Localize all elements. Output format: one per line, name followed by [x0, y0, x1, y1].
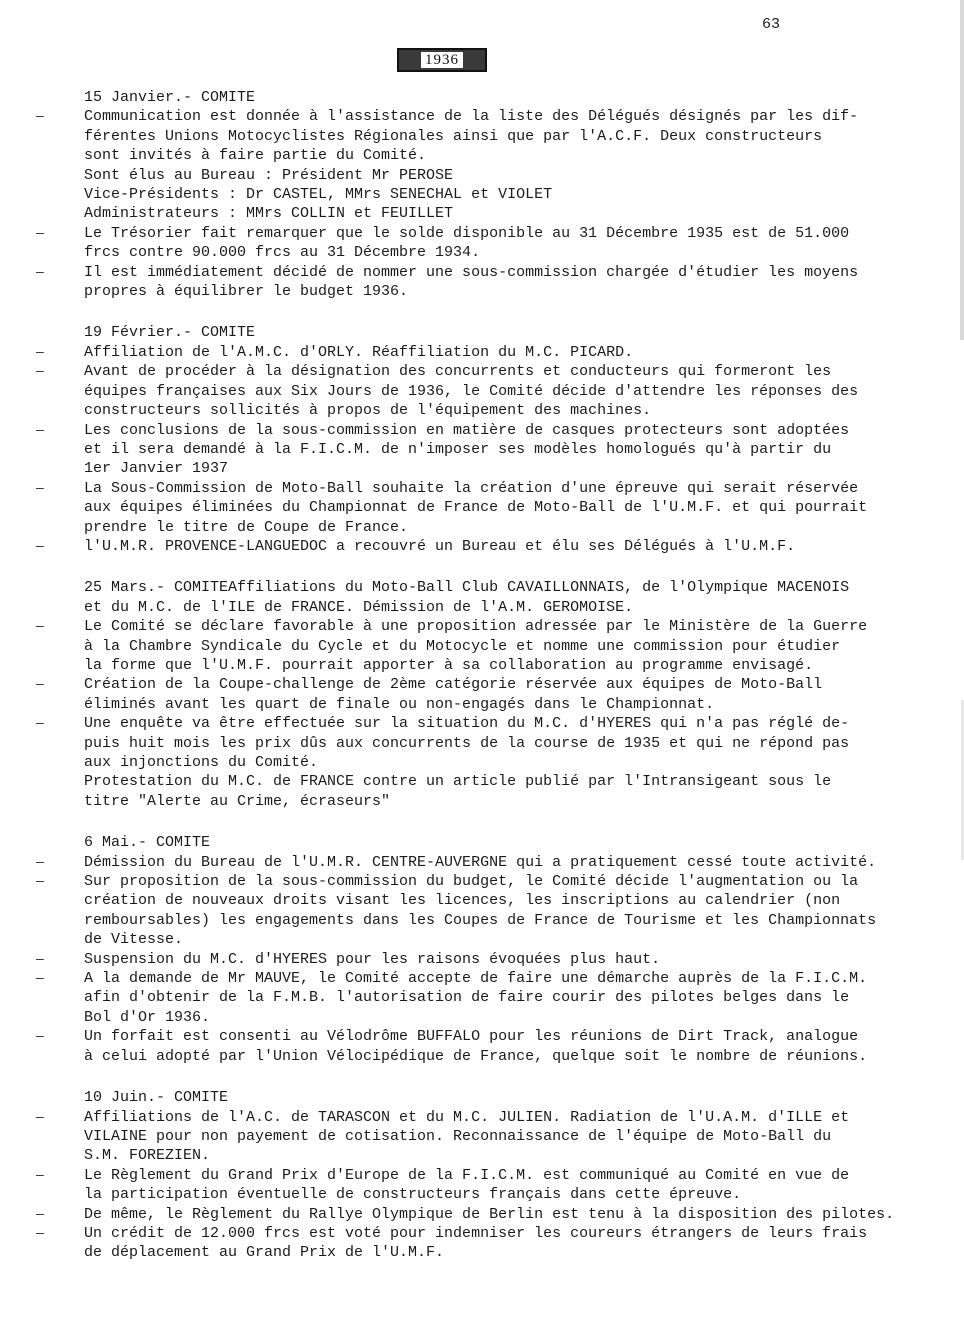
meeting-section: [0, 323, 964, 556]
minutes-paragraph: Sont élus au Bureau : Président Mr PEROSE Vice-Présidents : Dr CASTEL, MMrs SENECHAL et VIOLET Administrateurs : MMrs COLLIN et FEUILLET: [84, 166, 553, 223]
minutes-paragraph: — Affiliation de l'A.M.C. d'ORLY. Réaffiliation du M.C. PICARD.: [0, 343, 964, 362]
minutes-paragraph: — Une enquête va être effectuée sur la situation du M.C. d'HYERES qui n'a pas réglé de- puis huit mois les prix dûs aux concurrents de la course de 1935 et qui ne répond pas aux injonctions du Comité.: [0, 714, 964, 772]
minutes-paragraph: — Un forfait est consenti au Vélodrôme BUFFALO pour les réunions de Dirt Track, analogue à celui adopté par l'Union Vélocipédique de France, quelque soit le nombre de réunions.: [0, 1027, 964, 1066]
minutes-paragraph: — Il est immédiatement décidé de nommer une sous-commission chargée d'étudier les moyens propres à équilibrer le budget 1936.: [0, 263, 964, 302]
minutes-paragraph: — La Sous-Commission de Moto-Ball souhaite la création d'une épreuve qui serait réservée aux équipes éliminées du Championnat de France de Moto-Ball de l'U.M.F. et qui pourrait prendre le titre de Coupe de France.: [0, 479, 964, 537]
minutes-paragraph: — Un crédit de 12.000 frcs est voté pour indemniser les coureurs étrangers de leurs frais de déplacement au Grand Prix de l'U.M.F.: [0, 1224, 964, 1263]
meeting-title: 10 Juin.- COMITE: [84, 1089, 229, 1107]
minutes-paragraph: — Création de la Coupe-challenge de 2ème catégorie réservée aux équipes de Moto-Ball éliminés avant les quart de finale ou non-engagés dans le Championnat.: [0, 675, 964, 714]
minutes-paragraph: — l'U.M.R. PROVENCE-LANGUEDOC a recouvré un Bureau et élu ses Délégués à l'U.M.F.: [0, 537, 964, 556]
meeting-title: 15 Janvier.- COMITE: [84, 89, 256, 106]
meeting-title: 19 Février.- COMITE: [84, 324, 256, 342]
page-number: 63: [762, 16, 781, 33]
minutes-paragraph: — A la demande de Mr MAUVE, le Comité accepte de faire une démarche auprès de la F.I.C.M. afin d'obtenir de la F.M.B. l'autorisation de faire courir des pilotes belges dans le Bol d'Or 1936.: [0, 969, 964, 1027]
minutes-paragraph: — Sur proposition de la sous-commission du budget, le Comité décide l'augmentation ou la création de nouveaux droits visant les licences, les inscriptions au calendrier (non remboursables) les engagements dans les Coupes de France de Tourisme et les Championnats de Vitesse.: [0, 872, 964, 950]
meeting-title: 6 Mai.- COMITE: [84, 834, 211, 852]
year-stamp-label: 1936: [421, 52, 463, 68]
minutes-paragraph: — Le Règlement du Grand Prix d'Europe de la F.I.C.M. est communiqué au Comité en vue de la participation éventuelle de constructeurs français dans cette épreuve.: [0, 1166, 964, 1205]
meeting-title: 25 Mars.- COMITEAffiliations du Moto-Ball Club CAVAILLONNAIS, de l'Olympique MACENOIS et du M.C. de l'ILE de FRANCE. Démission de l'A.M. GEROMOISE.: [84, 579, 850, 616]
minutes-paragraph: — Démission du Bureau de l'U.M.R. CENTRE-AUVERGNE qui a pratiquement cessé toute activité.: [0, 853, 964, 872]
minutes-paragraph: — Le Comité se déclare favorable à une proposition adressée par le Ministère de la Guerre à la Chambre Syndicale du Cycle et du Motocycle et nomme une commission pour étudier la forme que l'U.M.F. pourrait apporter à sa collaboration au programme envisagé.: [0, 617, 964, 675]
meeting-section: [0, 1088, 964, 1263]
minutes-paragraph: — Avant de procéder à la désignation des concurrents et conducteurs qui formeront les équipes françaises aux Six Jours de 1936, le Comité décide d'attendre les réponses des constructeurs sollicités à propos de l'équipement des machines.: [0, 362, 964, 420]
minutes-paragraph: — Suspension du M.C. d'HYERES pour les raisons évoquées plus haut.: [0, 950, 964, 969]
minutes-paragraph: — Affiliations de l'A.C. de TARASCON et du M.C. JULIEN. Radiation de l'U.A.M. d'ILLE et VILAINE pour non payement de cotisation. Reconnaissance de l'équipe de Moto-Ball du S.M. FOREZIEN.: [0, 1108, 964, 1166]
minutes-paragraph: — Communication est donnée à l'assistance de la liste des Délégués désignés par les dif- férentes Unions Motocyclistes Régionales ainsi que par l'A.C.F. Deux constructeurs sont invités à faire partie du Comité.: [0, 107, 964, 165]
minutes-paragraph: Protestation du M.C. de FRANCE contre un article publié par l'Intransigeant sous le titre "Alerte au Crime, écraseurs": [84, 773, 832, 810]
year-stamp: [397, 48, 487, 72]
minutes-body: [0, 88, 964, 1285]
meeting-section: [0, 833, 964, 1066]
minutes-paragraph: — De même, le Règlement du Rallye Olympique de Berlin est tenu à la disposition des pilotes.: [0, 1205, 964, 1224]
meeting-section: [0, 578, 964, 811]
minutes-paragraph: — Les conclusions de la sous-commission en matière de casques protecteurs sont adoptées et il sera demandé à la F.I.C.M. de n'imposer ses modèles homologués qu'à partir du 1er Janvier 1937: [0, 421, 964, 479]
minutes-paragraph: — Le Trésorier fait remarquer que le solde disponible au 31 Décembre 1935 est de 51.000 frcs contre 90.000 frcs au 31 Décembre 1934.: [0, 224, 964, 263]
meeting-section: [0, 88, 964, 301]
